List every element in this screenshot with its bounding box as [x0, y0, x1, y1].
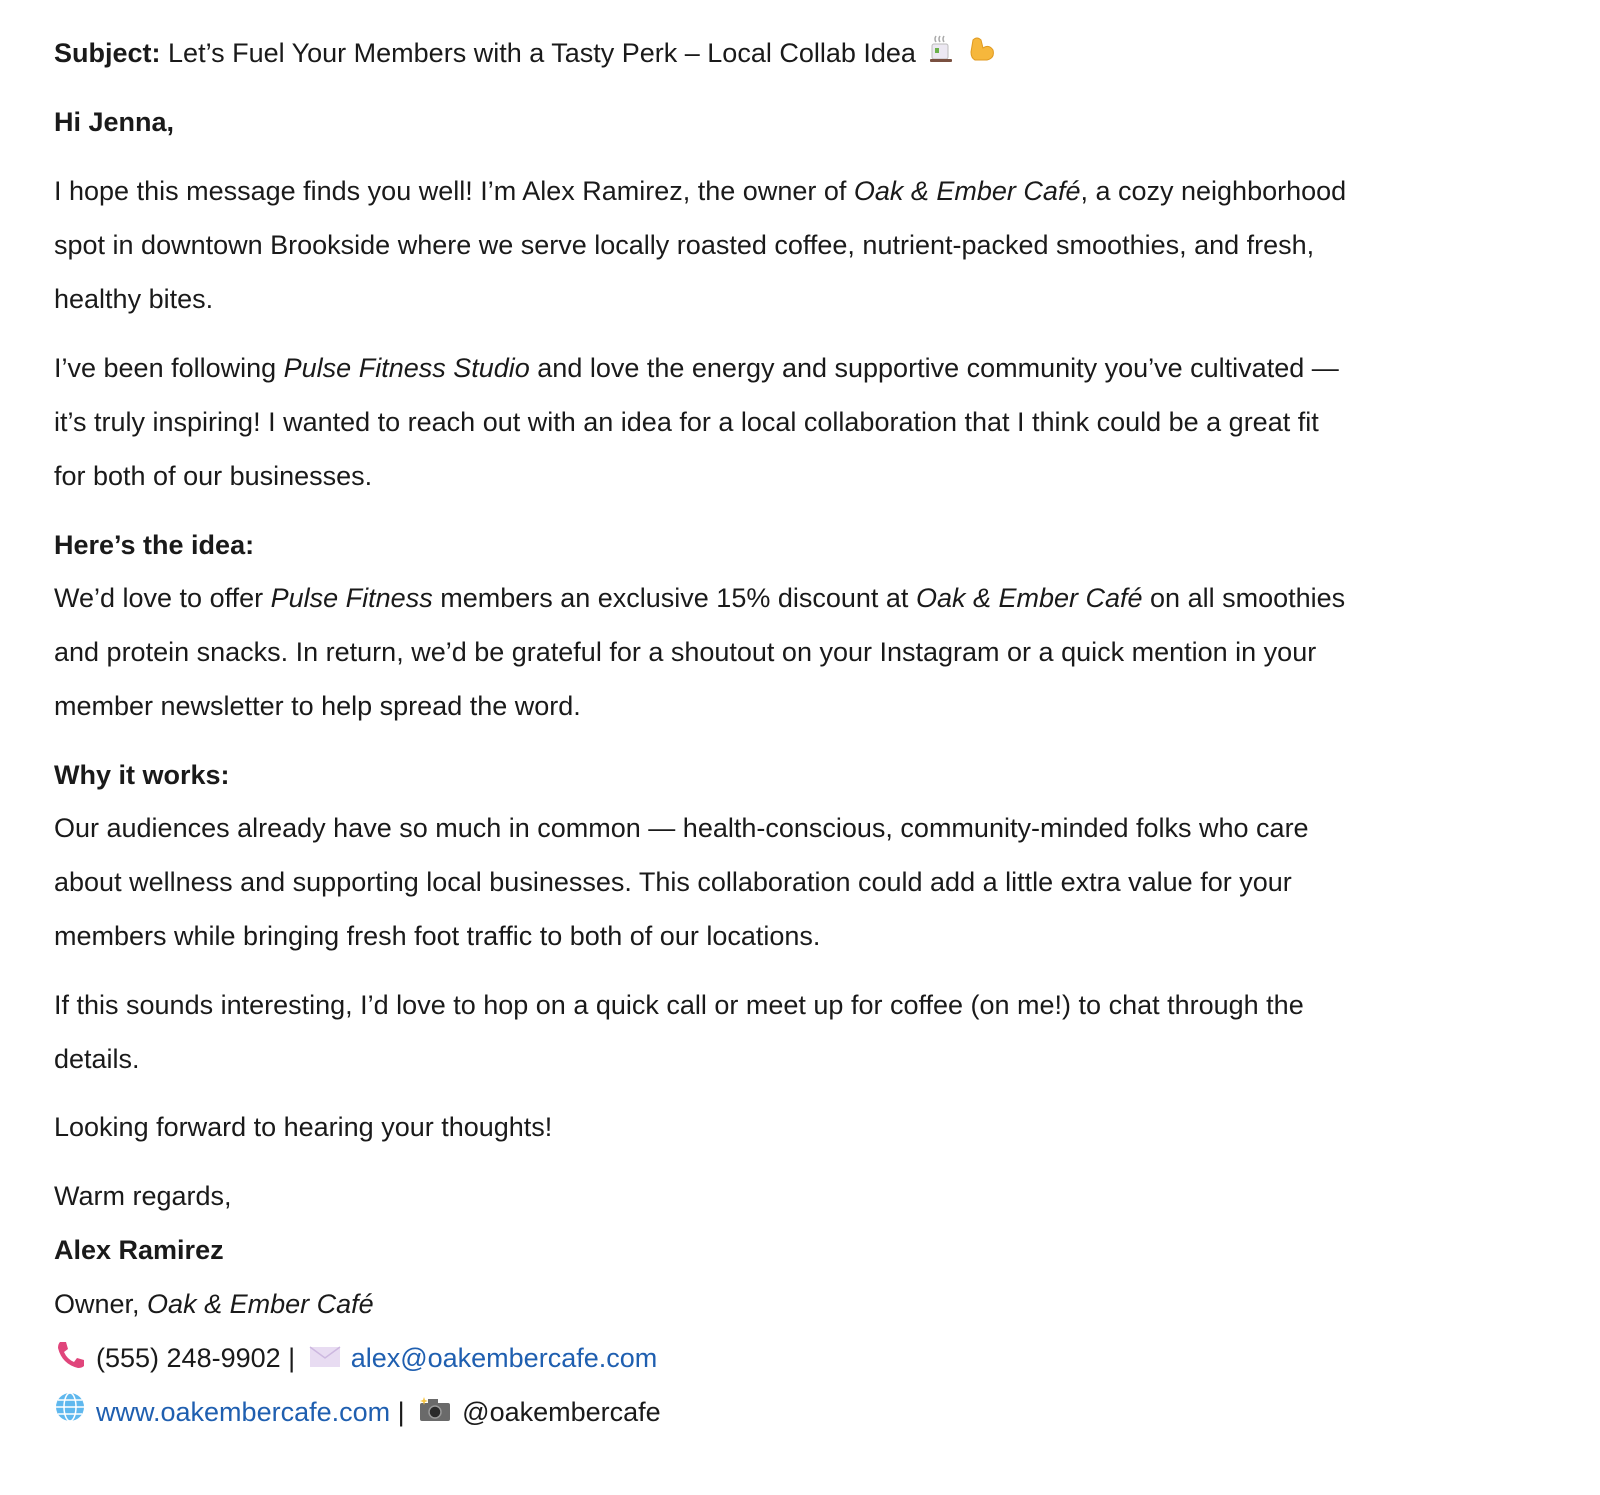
phone-icon — [54, 1333, 86, 1387]
why-line-3: members while bringing fresh foot traffic to both of our locations. — [54, 921, 821, 951]
website-link[interactable]: www.oakembercafe.com — [96, 1397, 391, 1427]
envelope-icon — [309, 1333, 341, 1387]
text: We’d love to offer — [54, 583, 271, 613]
intro-line-3: healthy bites. — [54, 284, 214, 314]
why-line-1: Our audiences already have so much in common — health-conscious, community-minded folks who care — [54, 813, 1309, 843]
separator: | — [288, 1343, 296, 1373]
para2-line-3: for both of our businesses. — [54, 461, 373, 491]
closing: Looking forward to hearing your thoughts! — [54, 1112, 553, 1142]
hot-beverage-icon — [927, 28, 955, 82]
text: members an exclusive 15% discount at — [432, 583, 916, 613]
camera-icon — [418, 1387, 452, 1441]
idea-line-1 — [54, 571, 1345, 625]
subject-label: Subject: — [54, 38, 161, 68]
text: , a cozy neighborhood — [1080, 176, 1347, 206]
globe-icon — [54, 1387, 86, 1441]
studio-name: Pulse Fitness — [270, 583, 433, 613]
signature-name: Alex Ramirez — [54, 1235, 224, 1265]
subject-line — [54, 26, 997, 82]
company-name: Oak & Ember Café — [853, 176, 1081, 206]
instagram-handle: @oakembercafe — [462, 1397, 661, 1427]
email-link[interactable]: alex@oakembercafe.com — [350, 1343, 658, 1373]
call-line-2: details. — [54, 1044, 140, 1074]
why-line-2: about wellness and supporting local businesses. This collaboration could add a little extra value for your — [54, 867, 1292, 897]
signoff: Warm regards, — [54, 1181, 232, 1211]
contact-line-1 — [54, 1331, 657, 1387]
text: I’ve been following — [54, 353, 284, 383]
phone-number: (555) 248-9902 — [96, 1343, 281, 1373]
subject-text: Let’s Fuel Your Members with a Tasty Perk – Local Collab Idea — [168, 38, 916, 68]
idea-heading: Here’s the idea: — [54, 530, 255, 560]
idea-line-2: and protein snacks. In return, we’d be grateful for a shoutout on your Instagram or a quick mention in your — [54, 637, 1317, 667]
studio-name: Pulse Fitness Studio — [283, 353, 530, 383]
text: I hope this message finds you well! I’m Alex Ramirez, the owner of — [54, 176, 854, 206]
signature-title — [54, 1277, 374, 1331]
idea-line-3: member newsletter to help spread the word. — [54, 691, 581, 721]
contact-line-2 — [54, 1385, 661, 1441]
intro-line-1 — [54, 164, 1346, 218]
para2-line-1 — [54, 341, 1339, 395]
why-heading: Why it works: — [54, 760, 230, 790]
text: on all smoothies — [1142, 583, 1346, 613]
company-name: Oak & Ember Café — [147, 1289, 374, 1319]
para2-line-2: it’s truly inspiring! I wanted to reach out with an idea for a local collaboration that I think could be a great fit — [54, 407, 1319, 437]
text: and love the energy and supportive community you’ve cultivated — — [529, 353, 1339, 383]
flexed-biceps-icon — [967, 28, 997, 82]
intro-line-2: spot in downtown Brookside where we serve locally roasted coffee, nutrient-packed smoothies, and fresh, — [54, 230, 1315, 260]
greeting: Hi Jenna, — [54, 107, 175, 137]
company-name: Oak & Ember Café — [915, 583, 1143, 613]
call-line-1: If this sounds interesting, I’d love to hop on a quick call or meet up for coffee (on me!) to chat through the — [54, 990, 1304, 1020]
separator: | — [397, 1397, 405, 1427]
text: Owner, — [54, 1289, 148, 1319]
